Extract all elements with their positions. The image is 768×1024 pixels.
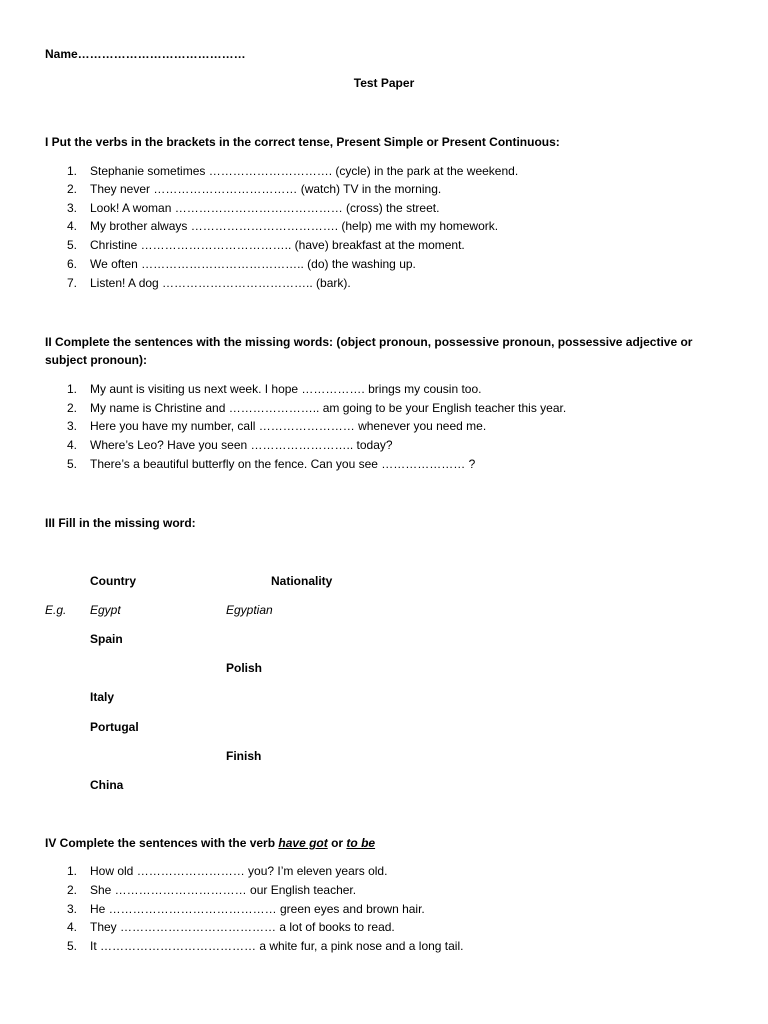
list-item-number: 2. — [67, 883, 78, 897]
list-item: Listen! A dog ……………………………….. (bark). — [90, 276, 351, 290]
list-item: My brother always ………………………………. (help) me with my homework. — [90, 219, 499, 233]
list-item: He …………………………………… green eyes and brown hair. — [90, 902, 425, 916]
list-item: We often ………………………………….. (do) the washing up. — [90, 257, 416, 271]
section-2-heading-line-2: subject pronoun): — [45, 353, 147, 367]
list-item-number: 5. — [67, 939, 78, 953]
list-item: She …………………………… our English teacher. — [90, 883, 357, 897]
list-item-number: 2. — [67, 401, 78, 415]
list-item-number: 1. — [67, 164, 78, 178]
list-item-number: 6. — [67, 257, 78, 271]
list-item-number: 5. — [67, 238, 78, 252]
section-1-heading: I Put the verbs in the brackets in the correct tense, Present Simple or Present Continuous: — [45, 135, 560, 149]
list-item-number: 3. — [67, 902, 78, 916]
list-item-number: 5. — [67, 457, 78, 471]
section-4-heading-prefix: IV Complete the sentences with the verb — [45, 836, 279, 850]
example-country: Egypt — [90, 603, 121, 617]
table-cell-nationality: Finish — [226, 749, 262, 763]
list-item: They never ……………………………… (watch) TV in the morning. — [90, 182, 442, 196]
list-item-number: 3. — [67, 419, 78, 433]
list-item-number: 4. — [67, 920, 78, 934]
list-item-number: 4. — [67, 219, 78, 233]
list-item: Look! A woman …………………………………… (cross) the street. — [90, 201, 440, 215]
section-4-option-to-be: to be — [346, 836, 376, 850]
list-item: Stephanie sometimes …………………………. (cycle) in the park at the weekend. — [90, 164, 519, 178]
list-item: Here you have my number, call …………………… whenever you need me. — [90, 419, 487, 433]
list-item: My aunt is visiting us next week. I hope ……………. brings my cousin too. — [90, 382, 482, 396]
table-cell-country: Portugal — [90, 720, 139, 734]
list-item-number: 7. — [67, 276, 78, 290]
list-item-number: 1. — [67, 382, 78, 396]
section-4-heading-or: or — [327, 836, 347, 850]
table-cell-country: Spain — [90, 632, 123, 646]
page-title: Test Paper — [353, 76, 415, 90]
section-4-option-have-got: have got — [278, 836, 328, 850]
table-cell-country: Italy — [90, 690, 115, 704]
column-header-country: Country — [90, 574, 136, 588]
table-cell-country: China — [90, 778, 124, 792]
list-item-number: 3. — [67, 201, 78, 215]
list-item-number: 2. — [67, 182, 78, 196]
column-header-nationality: Nationality — [271, 574, 333, 588]
name-field-label: Name…………………………………… — [45, 47, 246, 61]
list-item: Christine ……………………………….. (have) breakfast at the moment. — [90, 238, 465, 252]
list-item: It ………………………………… a white fur, a pink nose and a long tail. — [90, 939, 464, 953]
list-item: How old ……………………… you? I’m eleven years old. — [90, 864, 388, 878]
list-item-number: 1. — [67, 864, 78, 878]
example-nationality: Egyptian — [226, 603, 273, 617]
list-item-number: 4. — [67, 438, 78, 452]
list-item: They ………………………………… a lot of books to read. — [90, 920, 395, 934]
list-item: My name is Christine and ………………….. am going to be your English teacher this year. — [90, 401, 567, 415]
section-2-heading-line-1: II Complete the sentences with the missing words: (object pronoun, possessive pronoun, possessive adjective or — [45, 335, 693, 349]
section-4-heading — [45, 836, 375, 851]
table-cell-nationality: Polish — [226, 661, 263, 675]
list-item: There’s a beautiful butterfly on the fence. Can you see ………………… ? — [90, 457, 476, 471]
list-item: Where’s Leo? Have you seen …………………….. today? — [90, 438, 393, 452]
section-3-heading: III Fill in the missing word: — [45, 516, 196, 530]
example-label: E.g. — [45, 603, 67, 617]
